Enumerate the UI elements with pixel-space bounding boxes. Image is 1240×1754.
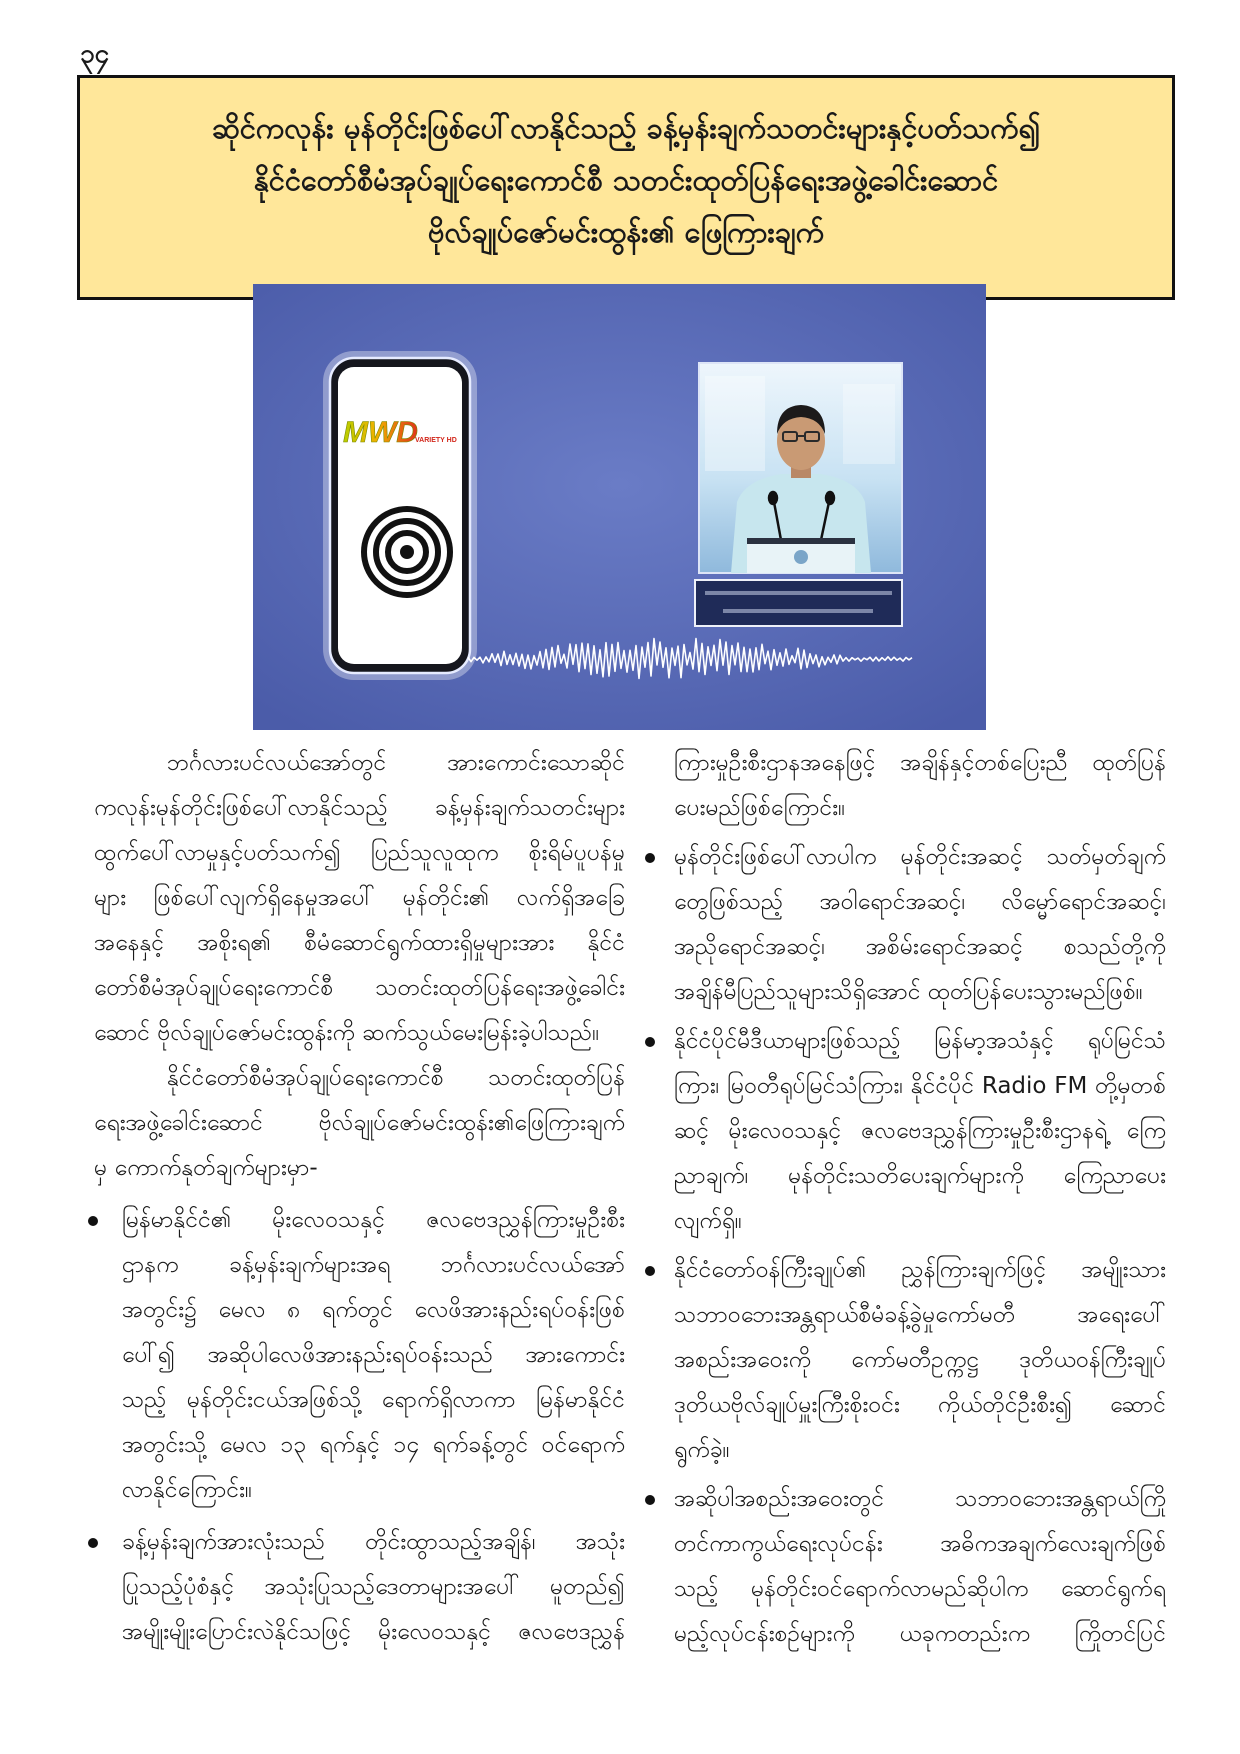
- bullet-line: နိုင်ငံတော်ဝန်ကြီးချုပ်၏ ညွှန်ကြားချက်ဖြင့် အမျိုးသား: [674, 1257, 1166, 1283]
- left-column: [88, 741, 625, 1655]
- spokesperson-photo: [699, 363, 902, 573]
- paragraph-line: နိုင်ငံတော်စီမံအုပ်ချုပ်ရေးကောင်စီ သတင်းထုတ်ပြန်: [167, 1065, 625, 1091]
- bullet-line: မြန်မာနိုင်ငံ၏ မိုးလေဝသနှင့် ဇလဗေဒညွှန်ကြားမှုဦးစီး: [122, 1207, 625, 1233]
- right-column: [645, 741, 1166, 1657]
- paragraph-line: တော်စီမံအုပ်ချုပ်ရေးကောင်စီ သတင်းထုတ်ပြန်ရေးအဖွဲ့ခေါင်း: [94, 975, 625, 1001]
- bullet-dot: [645, 1266, 655, 1276]
- bullet-line: အညိုရောင်အဆင့်၊ အစိမ်းရောင်အဆင့် စသည်တို့ကို: [674, 934, 1166, 960]
- phone-screen: [338, 367, 462, 664]
- bullet-line: ပြုသည့်ပုံစံနှင့် အသုံးပြုသည့်ဒေတာများအပေါ် မူတည်၍: [122, 1574, 625, 1600]
- paragraph-line: ကလုန်းမုန်တိုင်းဖြစ်ပေါ်လာနိုင်သည့် ခန့်မှန်းချက်သတင်းများ: [94, 795, 625, 821]
- paragraph-line: မှ ကောက်နုတ်ချက်များမှာ-: [94, 1155, 318, 1181]
- paragraph-line: ဘင်္ဂလားပင်လယ်အော်တွင် အားကောင်းသောဆိုင်: [167, 750, 625, 776]
- paragraph-line: ဆောင် ဗိုလ်ချုပ်ဇော်မင်းထွန်းကို ဆက်သွယ်မေးမြန်းခဲ့ပါသည်။: [94, 1020, 600, 1046]
- bullet-dot: [645, 1495, 655, 1505]
- paragraph-line: ရေးအဖွဲ့ခေါင်းဆောင် ဗိုလ်ချုပ်ဇော်မင်းထွန်း၏ဖြေကြားချက်: [94, 1110, 625, 1136]
- bullet-item: [645, 835, 1166, 1015]
- bullet-dot: [645, 853, 655, 863]
- article-figure: [253, 284, 986, 730]
- bullet-item: [88, 1198, 625, 1513]
- bullet-line: ကြား၊ မြဝတီရုပ်မြင်သံကြား၊ နိုင်ငံပိုင် Radio FM တို့မှတစ်: [674, 1073, 1166, 1099]
- bullet-line: ရွက်ခဲ့။: [674, 1437, 730, 1463]
- headline-line: ဆိုင်ကလုန်း မုန်တိုင်းဖြစ်ပေါ်လာနိုင်သည့် ခန့်မှန်းချက်သတင်းများနှင့်ပတ်သက်၍: [211, 111, 1041, 145]
- bullet-line: တွေဖြစ်သည့် အဝါရောင်အဆင့်၊ လိမ္မော်ရောင်အဆင့်၊: [674, 889, 1166, 915]
- bullet-item: [88, 1520, 625, 1655]
- paragraph-line: အနေနှင့် အစိုးရ၏ စီမံဆောင်ရွက်ထားရှိမှုများအား နိုင်ငံ: [94, 930, 625, 956]
- bullet-item: [645, 1019, 1166, 1244]
- phone-icon: [327, 355, 473, 676]
- bullet-line: နိုင်ငံပိုင်မီဒီယာများဖြစ်သည့် မြန်မာ့အသံနှင့် ရုပ်မြင်သံ: [674, 1028, 1166, 1054]
- paragraph-line: များ ဖြစ်ပေါ်လျက်ရှိနေမှုအပေါ် မုန်တိုင်း၏ လက်ရှိအခြေ: [94, 885, 625, 911]
- bullet-line: မုန်တိုင်းဖြစ်ပေါ်လာပါက မုန်တိုင်းအဆင့် သတ်မှတ်ချက်: [674, 844, 1166, 870]
- bullet-line: ပေါ်၍ အဆိုပါလေဖိအားနည်းရပ်ဝန်းသည် အားကောင်း: [122, 1342, 625, 1368]
- bullet-line: လာနိုင်ကြောင်း။: [122, 1477, 252, 1503]
- paragraph-line: ထွက်ပေါ်လာမှုနှင့်ပတ်သက်၍ ပြည်သူလူထုက စိုးရိမ်ပူပန်မှု: [94, 840, 625, 866]
- bullet-line: သဘာဝဘေးအန္တရာယ်စီမံခန့်ခွဲမှုကော်မတီ အရေးပေါ်: [674, 1302, 1166, 1328]
- bullet-line: အတွင်းသို့ မေလ ၁၃ ရက်နှင့် ၁၄ ရက်ခန့်တွင် ဝင်ရောက်: [122, 1432, 625, 1458]
- bullet-line: ကြားမှုဦးစီးဌာနအနေဖြင့် အချိန်နှင့်တစ်ပြေးညီ ထုတ်ပြန်: [674, 750, 1166, 776]
- logo-sub-text: VARIETY HD: [415, 437, 457, 444]
- bullet-line: အမျိုးမျိုးပြောင်းလဲနိုင်သဖြင့် မိုးလေဝသနှင့် ဇလဗေဒညွှန်: [122, 1619, 625, 1645]
- bullet-line: အဆိုပါအစည်းအဝေးတွင် သဘာဝဘေးအန္တရာယ်ကြို: [674, 1486, 1166, 1512]
- bullet-line: ပေးမည်ဖြစ်ကြောင်း။: [674, 795, 846, 821]
- bullet-line: မည့်လုပ်ငန်းစဉ်များကို ယခုကတည်းက ကြိုတင်ပြင်: [674, 1621, 1166, 1647]
- photo-caption-box: [695, 580, 902, 626]
- bullet-line: ဆင့် မိုးလေဝသနှင့် ဇလဗေဒညွှန်ကြားမှုဦးစီးဌာနရဲ့ ကြေ: [674, 1118, 1166, 1144]
- bullet-continuation: [645, 741, 1166, 831]
- bullet-dot: [88, 1216, 98, 1226]
- sound-signal-icon: [364, 509, 450, 595]
- lead-in-paragraph: [88, 1056, 625, 1191]
- bullet-line: အစည်းအဝေးကို ကော်မတီဥက္ကဋ္ဌ ဒုတိယဝန်ကြီးချုပ်: [674, 1347, 1166, 1373]
- bullet-line: လျက်ရှိ။: [674, 1208, 742, 1234]
- bullet-line: ဌာနက ခန့်မှန်းချက်များအရ ဘင်္ဂလားပင်လယ်အော်: [122, 1252, 625, 1278]
- headline-box: [77, 75, 1175, 300]
- logo-main-text: MWD: [343, 416, 418, 449]
- intro-paragraph: [88, 741, 625, 1056]
- headline-line: နိုင်ငံတော်စီမံအုပ်ချုပ်ရေးကောင်စီ သတင်းထုတ်ပြန်ရေးအဖွဲ့ခေါင်းဆောင်: [253, 163, 999, 197]
- bullet-dot: [88, 1538, 98, 1548]
- bullet-line: ညာချက်၊ မုန်တိုင်းသတိပေးချက်များကို ကြေညာပေး: [674, 1163, 1166, 1189]
- bullet-line: သည့် မုန်တိုင်းဝင်ရောက်လာမည်ဆိုပါက ဆောင်ရွက်ရ: [674, 1576, 1166, 1602]
- bullet-line: သည့် မုန်တိုင်းငယ်အဖြစ်သို့ ရောက်ရှိလာကာ မြန်မာနိုင်ငံ: [122, 1387, 625, 1413]
- bullet-dot: [645, 1037, 655, 1047]
- page-number: ၃၄: [80, 39, 110, 69]
- bullet-line: ဒုတိယဗိုလ်ချုပ်မှူးကြီးစိုးဝင်း ကိုယ်တိုင်ဦးစီး၍ ဆောင်: [674, 1392, 1166, 1418]
- bullet-item: [645, 1477, 1166, 1657]
- bullet-line: ခန့်မှန်းချက်အားလုံးသည် တိုင်းထွာသည့်အချိန်၊ အသုံး: [122, 1529, 625, 1555]
- bullet-line: အတွင်း၌ မေလ ၈ ရက်တွင် လေဖိအားနည်းရပ်ဝန်းဖြစ်: [122, 1297, 625, 1323]
- bullet-line: တင်ကာကွယ်ရေးလုပ်ငန်း အဓိကအချက်လေးချက်ဖြစ်: [674, 1531, 1166, 1557]
- bullet-item: [645, 1248, 1166, 1473]
- bullet-line: အချိန်မီပြည်သူများသိရှိအောင် ထုတ်ပြန်ပေးသွားမည်ဖြစ်။: [674, 979, 1143, 1005]
- figure-illustration: [253, 284, 986, 730]
- headline-line: ဗိုလ်ချုပ်ဇော်မင်းထွန်း၏ ဖြေကြားချက်: [427, 215, 825, 249]
